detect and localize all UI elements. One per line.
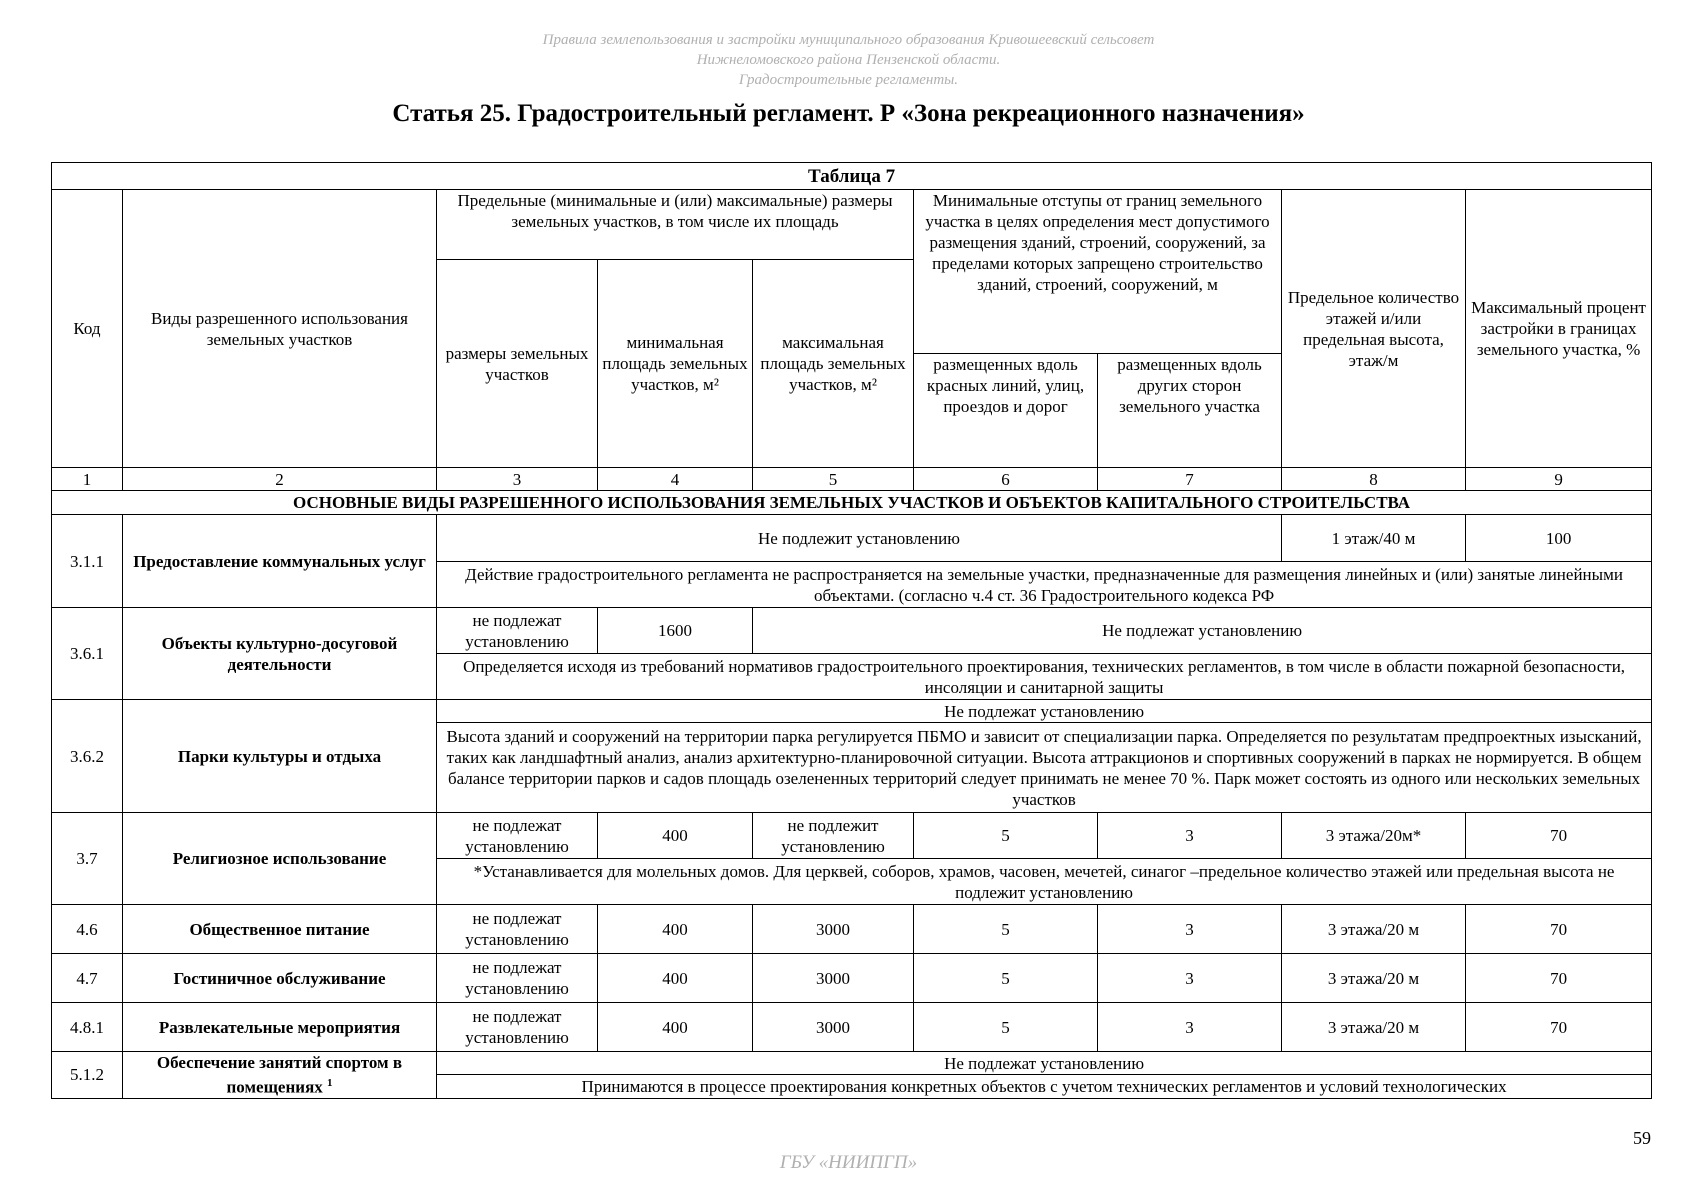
regulation-table (51, 162, 1652, 1099)
row-code: 4.8.1 (52, 1003, 123, 1052)
row-name-cell (123, 1052, 437, 1099)
header-max-area: максимальная площадь земельных участков, м² (753, 260, 914, 468)
footnote-mark: 1 (327, 1077, 333, 1089)
header-setback-red: размещенных вдоль красных линий, улиц, проездов и дорог (914, 354, 1098, 468)
row-code: 3.6.1 (52, 608, 123, 700)
row-note: Высота зданий и сооружений на территории парка регулируется ПБМО и зависит от специализации парка. Определяется по результатам предпроектных изысканий, таких как ландшафтный анализ, анализ архитектурно-планировочной ситуации. Высота аттракционов и спортивных сооружений в парках не нормируется. В общем балансе территории парков и садов площадь озелененных территорий следует принимать не менее 70 %. Парк может состоять из одного или нескольких земельных участков (437, 723, 1652, 813)
row-coverage: 100 (1466, 515, 1652, 562)
col-number: 7 (1098, 468, 1282, 491)
row-code: 3.6.2 (52, 700, 123, 813)
row-setback-other: 3 (1098, 1003, 1282, 1052)
row-code: 3.1.1 (52, 515, 123, 608)
header-code: Код (52, 190, 123, 468)
row-limits: Не подлежат установлению (437, 1052, 1652, 1075)
row-name: Обеспечение занятий спортом в помещениях (156, 1053, 403, 1097)
row-name: Предоставление коммунальных услуг (123, 515, 437, 608)
row-min-area: 400 (598, 954, 753, 1003)
row-setback-red: 5 (914, 813, 1098, 859)
header-use: Виды разрешенного использования земельных участков (123, 190, 437, 468)
row-note: Принимаются в процессе проектирования конкретных объектов с учетом технических регламентов и условий технологических (437, 1075, 1652, 1098)
row-code: 3.7 (52, 813, 123, 905)
row-note: Определяется исходя из требований нормативов градостроительного проектирования, технических регламентов, в том числе в области пожарной безопасности, инсоляции и санитарной защиты (437, 654, 1652, 700)
col-number: 6 (914, 468, 1098, 491)
row-size: не подлежат установлению (437, 608, 598, 654)
running-header (0, 30, 1697, 90)
row-max-area: 3000 (753, 905, 914, 954)
row-floors: 3 этажа/20м* (1282, 813, 1466, 859)
row-floors: 1 этаж/40 м (1282, 515, 1466, 562)
row-name: Развлекательные мероприятия (123, 1003, 437, 1052)
row-min-area: 1600 (598, 608, 753, 654)
row-rest: Не подлежат установлению (753, 608, 1652, 654)
header-setback-other: размещенных вдоль других сторон земельного участка (1098, 354, 1282, 468)
row-setback-red: 5 (914, 905, 1098, 954)
row-limits: Не подлежит установлению (437, 515, 1282, 562)
row-code: 4.6 (52, 905, 123, 954)
header-floors: Предельное количество этажей и/или предельная высота, этаж/м (1282, 190, 1466, 468)
row-min-area: 400 (598, 905, 753, 954)
col-number: 8 (1282, 468, 1466, 491)
row-coverage: 70 (1466, 954, 1652, 1003)
row-name: Парки культуры и отдыха (123, 700, 437, 813)
col-number: 5 (753, 468, 914, 491)
row-name: Общественное питание (123, 905, 437, 954)
row-setback-red: 5 (914, 954, 1098, 1003)
header-min-area: минимальная площадь земельных участков, м² (598, 260, 753, 468)
row-size: не подлежат установлению (437, 813, 598, 859)
row-code: 4.7 (52, 954, 123, 1003)
row-min-area: 400 (598, 1003, 753, 1052)
header-coverage: Максимальный процент застройки в границах земельного участка, % (1466, 190, 1652, 468)
article-title: Статья 25. Градостроительный регламент. Р «Зона рекреационного назначения» (392, 100, 1305, 127)
row-name: Гостиничное обслуживание (123, 954, 437, 1003)
table-label: Таблица 7 (52, 163, 1652, 190)
header-line-2: Нижнеломовского района Пензенской области. (696, 52, 1001, 68)
col-number: 4 (598, 468, 753, 491)
row-limits: Не подлежат установлению (437, 700, 1652, 723)
col-number: 3 (437, 468, 598, 491)
row-setback-other: 3 (1098, 813, 1282, 859)
row-note: Действие градостроительного регламента не распространяется на земельные участки, предназначенные для размещения линейных и (или) занятые линейными объектами. (согласно ч.4 ст. 36 Градостроительного кодекса РФ (437, 562, 1652, 608)
row-coverage: 70 (1466, 813, 1652, 859)
header-size: размеры земельных участков (437, 260, 598, 468)
row-setback-other: 3 (1098, 954, 1282, 1003)
row-size: не подлежат установлению (437, 905, 598, 954)
running-footer: ГБУ «НИИПГП» (779, 1152, 918, 1173)
col-number: 2 (123, 468, 437, 491)
row-size: не подлежат установлению (437, 954, 598, 1003)
row-floors: 3 этажа/20 м (1282, 1003, 1466, 1052)
row-max-area: не подлежит установлению (753, 813, 914, 859)
row-max-area: 3000 (753, 954, 914, 1003)
header-setback-group: Минимальные отступы от границ земельного участка в целях определения мест допустимого размещения зданий, строений, сооружений, за пределами которых запрещено строительство зданий, строений, сооружений, м (914, 190, 1282, 354)
row-coverage: 70 (1466, 905, 1652, 954)
row-name: Объекты культурно-досуговой деятельности (123, 608, 437, 700)
row-code: 5.1.2 (52, 1052, 123, 1099)
col-number: 9 (1466, 468, 1652, 491)
row-note: *Устанавливается для молельных домов. Для церквей, соборов, храмов, часовен, мечетей, синагог –предельное количество этажей или предельная высота не подлежит установлению (437, 859, 1652, 905)
header-line-3: Градостроительные регламенты. (738, 72, 959, 88)
col-number: 1 (52, 468, 123, 491)
row-setback-other: 3 (1098, 905, 1282, 954)
row-name: Религиозное использование (123, 813, 437, 905)
row-size: не подлежат установлению (437, 1003, 598, 1052)
header-limits-group: Предельные (минимальные и (или) максимальные) размеры земельных участков, в том числе их площадь (437, 190, 914, 260)
section-title: ОСНОВНЫЕ ВИДЫ РАЗРЕШЕННОГО ИСПОЛЬЗОВАНИЯ ЗЕМЕЛЬНЫХ УЧАСТКОВ И ОБЪЕКТОВ КАПИТАЛЬНОГО СТРОИТЕЛЬСТВА (52, 491, 1652, 515)
row-min-area: 400 (598, 813, 753, 859)
row-max-area: 3000 (753, 1003, 914, 1052)
row-floors: 3 этажа/20 м (1282, 954, 1466, 1003)
header-line-1: Правила землепользования и застройки муниципального образования Кривошеевский сельсовет (542, 32, 1155, 48)
row-coverage: 70 (1466, 1003, 1652, 1052)
page-number: 59 (1633, 1128, 1651, 1148)
row-setback-red: 5 (914, 1003, 1098, 1052)
row-floors: 3 этажа/20 м (1282, 905, 1466, 954)
